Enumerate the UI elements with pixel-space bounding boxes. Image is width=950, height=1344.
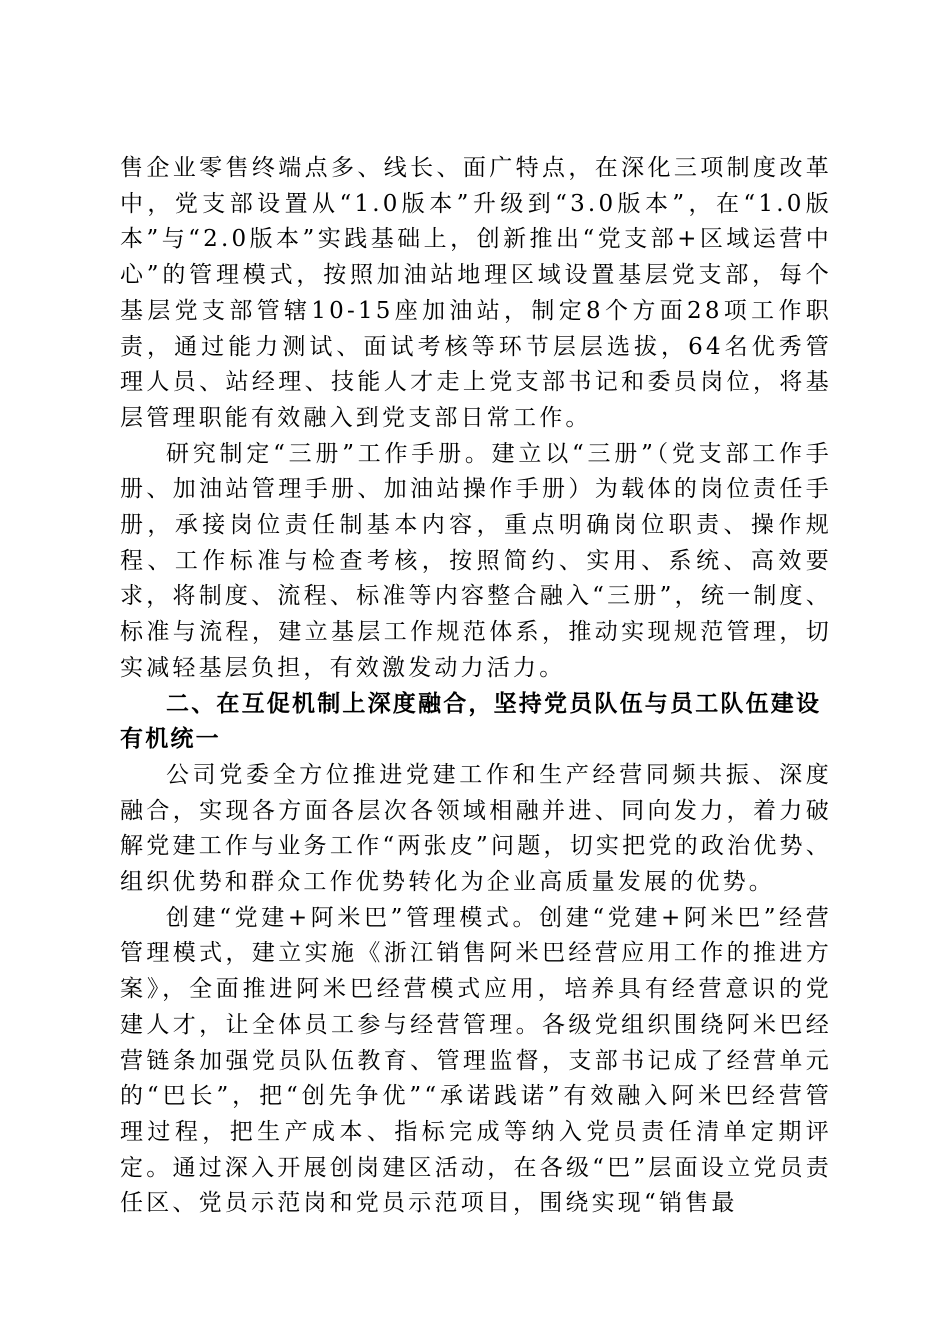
paragraph-party-committee: 公司党委全方位推进党建工作和生产经营同频共振、深度融合，实现各方面各层次各领域相融并进、同向发力，着力破解党建工作与业务工作“两张皮”问题，切实把党的政治优势、组织优势和群众工作优势转化为企业高质量发展的优势。 <box>120 761 832 896</box>
section-heading: 二、在互促机制上深度融合，坚持党员队伍与员工队伍建设有机统一 <box>120 690 822 753</box>
paragraph-amoeba-model: 创建“党建+阿米巴”管理模式。创建“党建+阿米巴”经营管理模式，建立实施《浙江销售阿米巴经营应用工作的推进方案》，全面推进阿米巴经营模式应用，培养具有经营意识的党建人才，让全体员工参与经营管理。各级党组织围绕阿米巴经营链条加强党员队伍教育、管理监督，支部书记成了经营单元的“巴长”，把“创先争优”“承诺践诺”有效融入阿米巴经营管理过程，把生产成本、指标完成等纳入党员责任清单定期评定。通过深入开展创岗建区活动，在各级“巴”层面设立党员责任区、党员示范岗和党员示范项目，围绕实现“销售最 <box>120 904 832 1217</box>
paragraph-three-manuals: 研究制定“三册”工作手册。建立以“三册”（党支部工作手册、加油站管理手册、加油站操作手册）为载体的岗位责任手册，承接岗位责任制基本内容，重点明确岗位职责、操作规程、工作标准与检查考核，按照简约、实用、系统、高效要求，将制度、流程、标准等内容整合融入“三册”，统一制度、标准与流程，建立基层工作规范体系，推动实现规范管理，切实减轻基层负担，有效激发动力活力。 <box>120 440 832 681</box>
paragraph-continuation: 售企业零售终端点多、线长、面广特点，在深化三项制度改革中，党支部设置从“1.0版本”升级到“3.0版本”，在“1.0版本”与“2.0版本”实践基础上，创新推出“党支部+区域运营中心”的管理模式，按照加油站地理区域设置基层党支部，每个基层党支部管辖10-15座加油站，制定8个方面28项工作职责，通过能力测试、面试考核等环节层层选拔，64名优秀管理人员、站经理、技能人才走上党支部书记和委员岗位，将基层管理职能有效融入到党支部日常工作。 <box>120 155 832 431</box>
document-body <box>120 151 832 1222</box>
